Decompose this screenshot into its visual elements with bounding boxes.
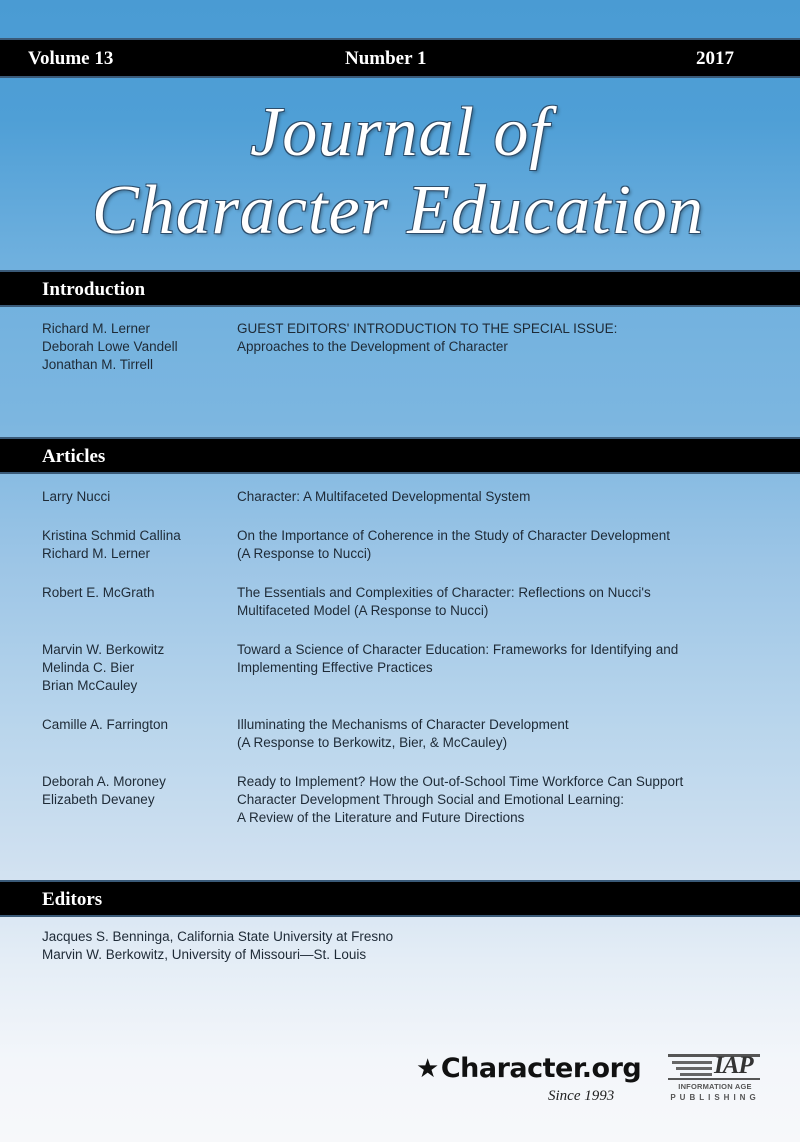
entry-authors [42,716,227,734]
author: Melinda C. Bier [42,660,135,675]
character-org-name: Character.org [440,1053,642,1084]
section-heading: Editors [42,889,103,910]
author: Jonathan M. Tirrell [42,357,154,372]
year-label: 2017 [696,48,734,69]
author: Brian McCauley [42,678,138,693]
entry-authors [42,773,227,809]
iap-mark: IAP [714,1052,753,1079]
entry-authors [42,641,227,695]
entry-title [237,773,777,827]
section-bar-introduction [0,270,800,307]
entry-authors [42,527,227,563]
author: Richard M. Lerner [42,321,151,336]
title-line: Implementing Effective Practices [237,660,433,675]
issue-number-label: Number 1 [345,48,427,69]
author: Larry Nucci [42,489,111,504]
editor-line: Jacques S. Benninga, California State University at Fresno [42,929,394,944]
character-org-logo [416,1053,641,1084]
entry-title [237,641,777,677]
entry-authors [42,488,227,506]
title-line: On the Importance of Coherence in the Study of Character Development [237,528,670,543]
entry-title [237,584,777,620]
entry-authors [42,320,227,374]
iap-logo [664,1052,766,1108]
author: Deborah Lowe Vandell [42,339,178,354]
entry-title [237,716,777,752]
author: Marvin W. Berkowitz [42,642,165,657]
section-bar-articles [0,437,800,474]
title-line: Ready to Implement? How the Out-of-School Time Workforce Can Support [237,774,684,789]
section-heading: Introduction [42,279,146,300]
title-line: The Essentials and Complexities of Character: Reflections on Nucci's [237,585,651,600]
section-bar-editors [0,880,800,917]
title-line: Toward a Science of Character Education: Frameworks for Identifying and [237,642,679,657]
author: Camille A. Farrington [42,717,169,732]
volume-label: Volume 13 [28,48,114,69]
character-org-tagline: Since 1993 [548,1088,615,1104]
author: Robert E. McGrath [42,585,155,600]
title-line: Character: A Multifaceted Developmental System [237,489,531,504]
title-line: GUEST EDITORS' INTRODUCTION TO THE SPECIAL ISSUE: [237,321,618,336]
title-line: (A Response to Nucci) [237,546,372,561]
entry-title [237,320,777,356]
section-heading: Articles [42,446,106,467]
entry-title [237,527,777,563]
editor-line: Marvin W. Berkowitz, University of Missouri—St. Louis [42,947,367,962]
star-icon: ★ [416,1053,439,1084]
title-line: Character Development Through Social and Emotional Learning: [237,792,624,807]
entry-authors [42,584,227,602]
iap-line-1: INFORMATION AGE [678,1082,752,1091]
issue-bar [0,38,800,78]
entry-title [237,488,777,506]
title-line: Multifaceted Model (A Response to Nucci) [237,603,489,618]
editors-list [42,928,393,964]
title-line: A Review of the Literature and Future Directions [237,810,525,825]
title-line: (A Response to Berkowitz, Bier, & McCauley) [237,735,508,750]
author: Kristina Schmid Callina [42,528,181,543]
author: Elizabeth Devaney [42,792,155,807]
author: Deborah A. Moroney [42,774,166,789]
title-line: Illuminating the Mechanisms of Character Development [237,717,569,732]
title-line: Approaches to the Development of Character [237,339,508,354]
journal-title-line-2: Character Education [92,172,704,249]
author: Richard M. Lerner [42,546,151,561]
iap-line-2: PUBLISHING [670,1093,760,1102]
journal-title-line-1: Journal of [250,94,550,171]
